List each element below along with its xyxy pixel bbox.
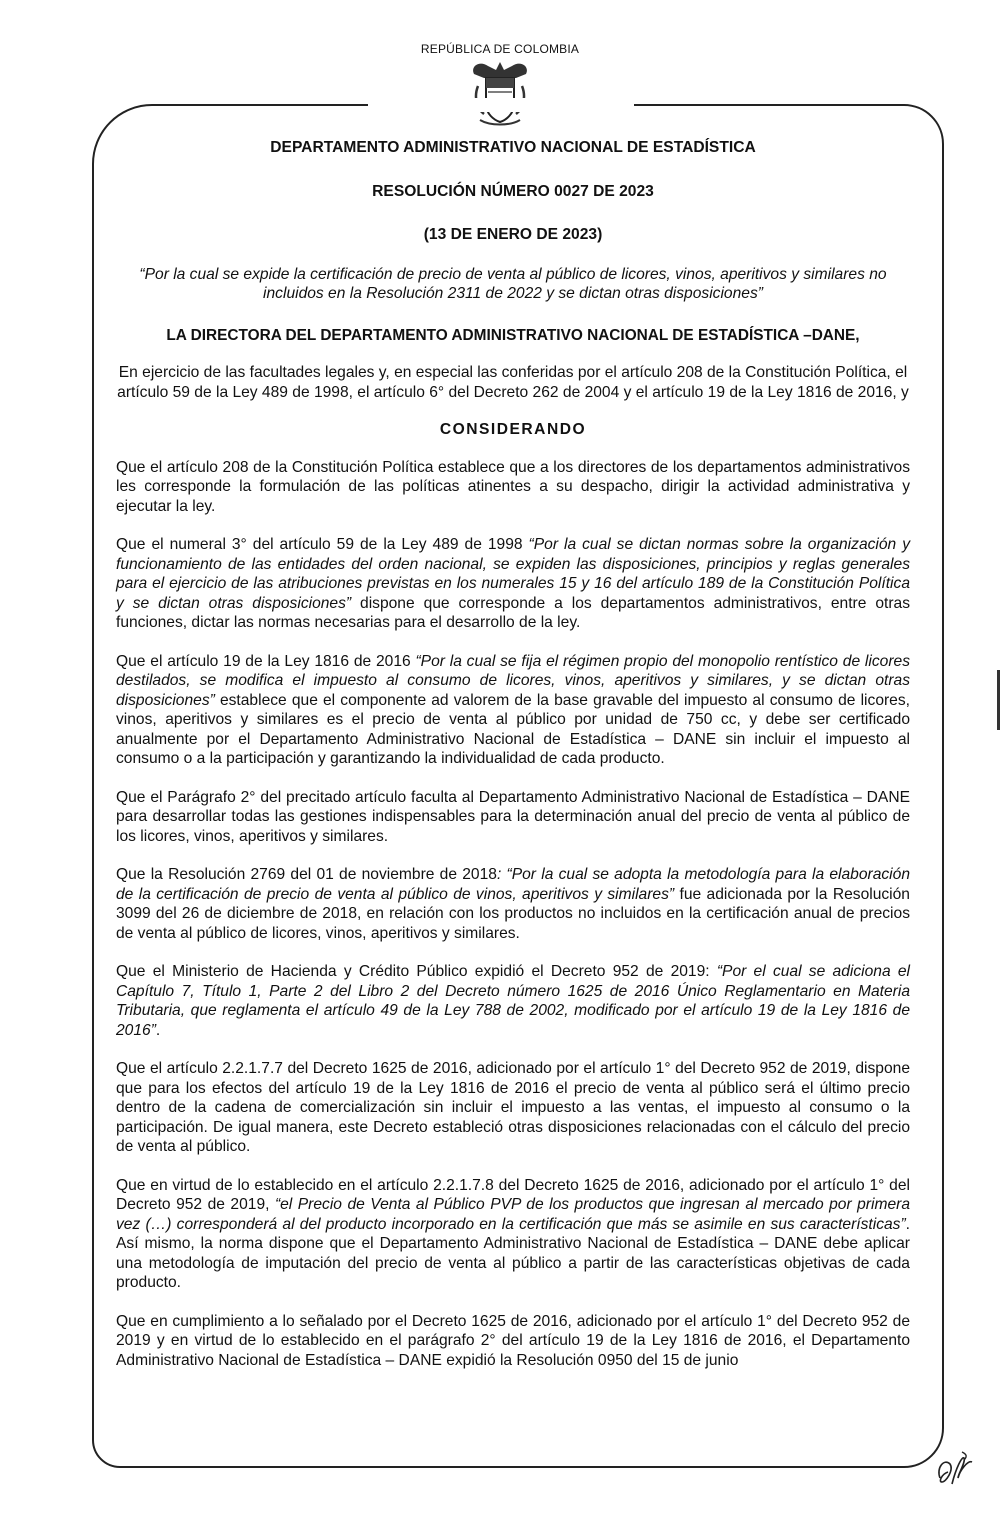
resolution-number: RESOLUCIÓN NÚMERO 0027 DE 2023 xyxy=(372,182,654,200)
paragraph-2-quote: “Por la cual se dictan normas sobre la organización y funcionamiento de las entidades del orden nacional, se expiden las disposiciones, principios y reglas generales para el ejercicio de las atribuciones previstas en los numerales 15 y 16 del artículo 189 de la Constitución Política y se dictan otras disposiciones” xyxy=(116,536,910,612)
paragraph-6 xyxy=(116,962,910,1040)
paragraph-8 xyxy=(116,1176,910,1293)
paragraph-3-quote: “Por la cual se fija el régimen propio del monopolio rentístico de licores destilados, se modifica el impuesto al consumo de licores, vinos, aperitivos y similares, y se dictan otras disposiciones” xyxy=(116,652,910,709)
paragraph-2-text: Que el numeral 3° del artículo 59 de la Ley 489 de 1998 xyxy=(116,536,529,553)
considerando-heading: CONSIDERANDO xyxy=(439,421,587,438)
paragraph-8-text: Que en virtud de lo establecido en el artículo 2.2.1.7.8 del Decreto 1625 de 2016, adicionado por el artículo 1° del Decreto 952 de 2019, xyxy=(116,1176,910,1213)
country-header: REPÚBLICA DE COLOMBIA xyxy=(420,42,580,56)
resolution-date: (13 DE ENERO DE 2023) xyxy=(423,226,603,243)
paragraph-3 xyxy=(116,652,910,769)
paragraph-4: Que el Parágrafo 2° del precitado artículo faculta al Departamento Administrativo Nacional de Estadística – DANE para desarrollar todas las gestiones indispensables para la determinación anual del precio de venta al público de los licores, vinos, aperitivos y similares. xyxy=(116,788,910,845)
paragraph-6-quote: “Por el cual se adiciona el Capítulo 7, Título 1, Parte 2 del Libro 2 del Decreto número 1625 de 2016 Único Reglamentario en Materia Tributaria, que reglamenta el artículo 49 de la Ley 788 de 2002, modificado por el artículo 19 de la Ley 1816 de 2016” xyxy=(116,963,910,1039)
handwritten-initials-icon xyxy=(934,1448,978,1490)
document-body xyxy=(116,138,910,1370)
paragraph-5 xyxy=(116,865,910,943)
paragraph-2 xyxy=(116,535,910,633)
director-heading: LA DIRECTORA DEL DEPARTAMENTO ADMINISTRATIVO NACIONAL DE ESTADÍSTICA –DANE, xyxy=(166,326,860,344)
paragraph-6-text-end: . xyxy=(155,1021,161,1039)
entity-title: DEPARTAMENTO ADMINISTRATIVO NACIONAL DE ESTADÍSTICA xyxy=(270,139,756,156)
paragraph-6-text: Que el Ministerio de Hacienda y Crédito Público expidió el Decreto 952 de 2019: xyxy=(116,963,717,980)
paragraph-5-text-end: fue adicionada por la Resolución 3099 del 26 de diciembre de 2018, en relación con los productos no incluidos en la certificación anual de precios de venta al público de licores, vinos, aperitivos y similares. xyxy=(116,885,910,942)
paragraph-9: Que en cumplimiento a lo señalado por el Decreto 1625 de 2016, adicionado por el artículo 1° del Decreto 952 de 2019 y en virtud de lo establecido en el parágrafo 2° del artículo 19 de la Ley 1816 de 2016, el Departamento Administrativo Nacional de Estadística – DANE expidió la Resolución 0950 del 15 de junio xyxy=(116,1312,910,1369)
paragraph-5-text: Que la Resolución 2769 del 01 de noviembre de 2018 xyxy=(116,866,497,883)
paragraph-8-quote: “el Precio de Venta al Público PVP de los productos que ingresan al mercado por primera vez (…) corresponderá al del producto incorporado en la certificación que más se asimile en sus características” xyxy=(116,1196,910,1233)
preamble: En ejercicio de las facultades legales y, en especial las conferidas por el artículo 208 de la Constitución Política, el artículo 59 de la Ley 489 de 1998, el artículo 6° del Decreto 262 de 2004 y el artículo 19 de la Ley 1816 de 2016, y xyxy=(117,364,909,401)
paragraph-3-text-end: establece que el componente ad valorem de la base gravable del impuesto al consumo de licores, vinos, aperitivos y similares es el precio de venta al público por unidad de 750 cc, y debe ser certificado anualmente por el Departamento Administrativo Nacional de Estadística – DANE sin incluir el impuesto al consumo o a la participación y garantizando la individualidad de cada producto. xyxy=(116,691,910,767)
paragraph-1: Que el artículo 208 de la Constitución Política establece que a los directores de los departamentos administrativos les corresponde la formulación de las políticas atinentes a su despacho, dirigir la actividad administrativa y ejecutar la ley. xyxy=(116,458,910,515)
paragraph-3-text: Que el artículo 19 de la Ley 1816 de 2016 xyxy=(116,652,416,670)
paragraph-5-quote: : “Por la cual se adopta la metodología para la elaboración de la certificación de precio de venta al público de vinos, aperitivos y similares” xyxy=(116,866,910,903)
frame-gap xyxy=(368,98,634,112)
resolution-subject: “Por la cual se expide la certificación de precio de venta al público de licores, vinos, aperitivos y similares no incluidos en la Resolución 2311 de 2022 y se dictan otras disposiciones” xyxy=(139,265,887,302)
paragraph-2-text-end: dispone que corresponde a los departamentos administrativos, entre otras funciones, dictar las normas necesarias para el desarrollo de la ley. xyxy=(116,594,910,631)
paragraph-8-text-end: . Así mismo, la norma dispone que el Departamento Administrativo Nacional de Estadística – DANE debe aplicar una metodología de imputación del precio de venta al público a partir de las características objetivas de cada producto. xyxy=(116,1215,910,1291)
paragraph-7: Que el artículo 2.2.1.7.7 del Decreto 1625 de 2016, adicionado por el artículo 1° del Decreto 952 de 2019, dispone que para los efectos del artículo 19 de la Ley 1816 de 2016 el precio de venta al público será el último precio dentro de la cadena de comercialización sin incluir el impuesto a las ventas, el impuesto al consumo o la participación. De igual manera, este Decreto estableció otras disposiciones relacionadas con el cálculo del precio de venta al público. xyxy=(116,1060,910,1155)
